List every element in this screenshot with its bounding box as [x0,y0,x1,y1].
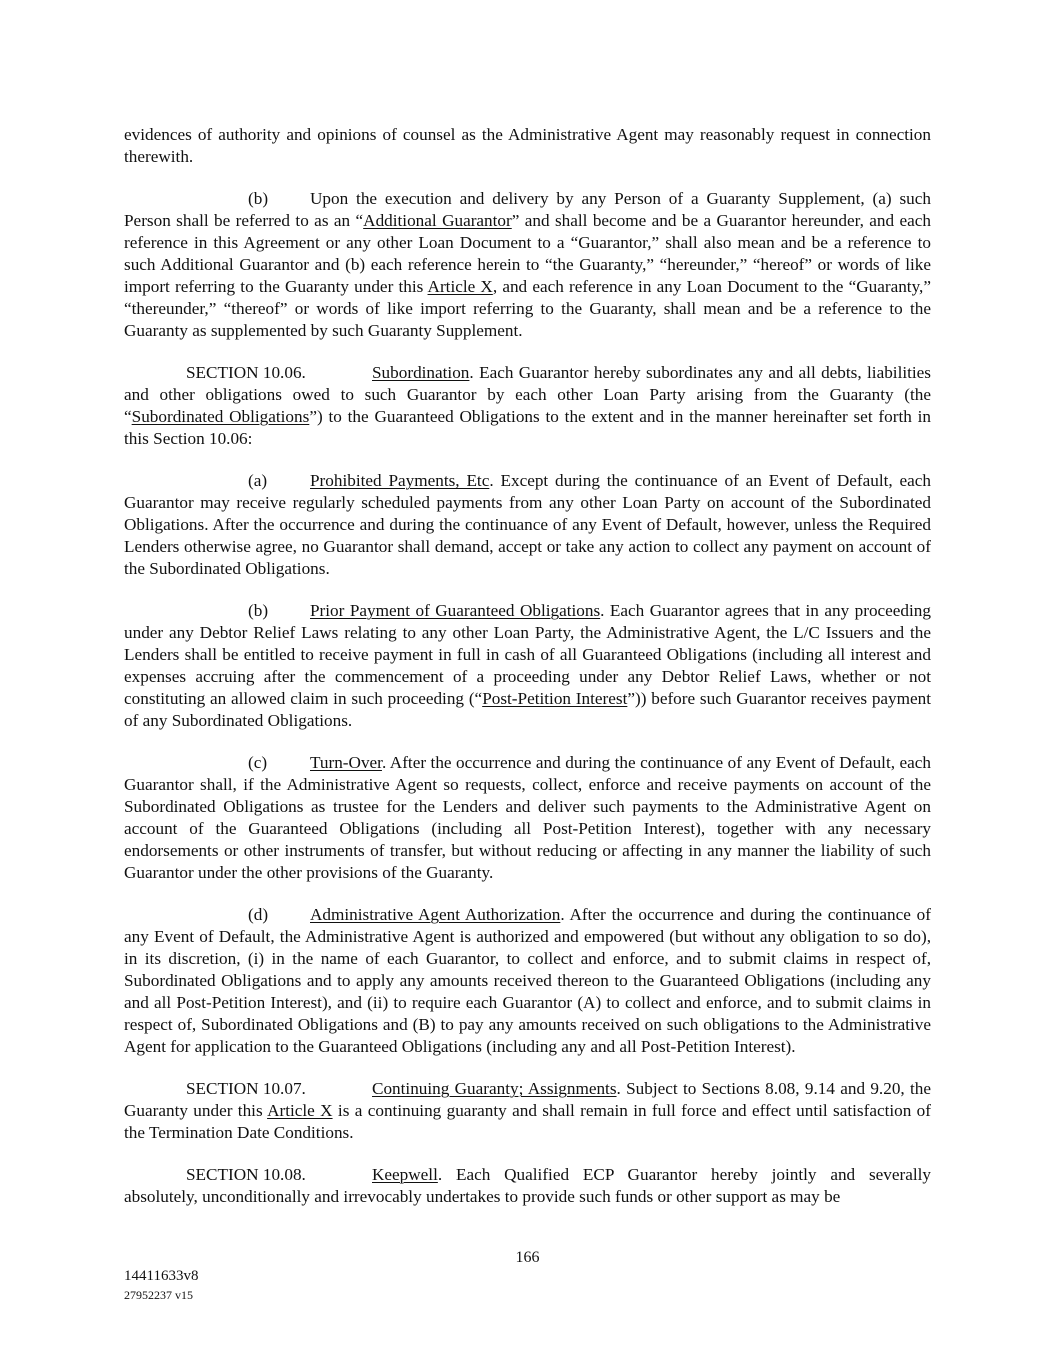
section-10-06-a: (a) Prohibited Payments, Etc. Except during the continuance of an Event of Default, each Guarantor may receive regularly scheduled payments from any other Loan Party on account of the Subordinated Obligations. After the occurrence and during the continuance of any Event of Default, however, unless the Required Lenders otherwise agree, no Guarantor shall demand, accept or take any action to collect any payment on account of the Subordinated Obligations. [124,471,931,578]
paragraph-b-additional-guarantor: (b) Upon the execution and delivery by any Person of a Guaranty Supplement, (a) such Person shall be referred to as an “Additional Guarantor” and shall become and be a Guarantor hereunder, and each reference in this Agreement or any other Loan Document to a “Guarantor,” shall also mean and be a reference to such Additional Guarantor and (b) each reference herein to “the Guaranty,” “hereunder,” “hereof” or words of like import referring to the Guaranty under this Article X, and each reference in any Loan Document to the “Guaranty,” “thereunder,” “thereof” or words of like import referring to the Guaranty, shall mean and be a reference to the Guaranty as supplemented by such Guaranty Supplement. [124,189,931,340]
subsection-title: Turn-Over [310,753,382,773]
subsection-title: Prohibited Payments, Etc [310,471,490,491]
section-number: SECTION 10.06. [186,363,306,383]
section-number: SECTION 10.07. [186,1079,306,1099]
section-title: Keepwell [372,1165,438,1185]
paragraph-continuation: evidences of authority and opinions of counsel as the Administrative Agent may reasonably request in connection therewith. [124,125,931,166]
item-label: (d) [248,905,269,925]
document-id-primary: 14411633v8 [124,1268,199,1284]
page-number: 166 [515,1249,540,1266]
document-page [124,124,931,1229]
item-label: (c) [248,753,268,773]
defined-term-additional-guarantor: Additional Guarantor [363,211,512,231]
item-label: (b) [248,189,269,209]
section-10-07: SECTION 10.07. Continuing Guaranty; Assignments. Subject to Sections 8.08, 9.14 and 9.20, the Guaranty under this Article X is a continuing guaranty and shall remain in full force and effect until satisfaction of the Termination Date Conditions. [124,1079,931,1142]
section-10-06: SECTION 10.06. Subordination. Each Guarantor hereby subordinates any and all debts, liabilities and other obligations owed to such Guarantor by each other Loan Party arising from the Guaranty (the “Subordinated Obligations”) to the Guaranteed Obligations to the extent and in the manner hereinafter set forth in this Section 10.06: [124,363,931,448]
section-10-06-c: (c) Turn-Over. After the occurrence and during the continuance of any Event of Default, each Guarantor shall, if the Administrative Agent so requests, collect, enforce and receive payments on account of the Subordinated Obligations as trustee for the Lenders and deliver such payments to the Administrative Agent on account of the Guaranteed Obligations (including all Post-Petition Interest), together with any necessary endorsements or other instruments of transfer, but without reducing or affecting in any manner the liability of such Guarantor under the other provisions of the Guaranty. [124,753,931,882]
subsection-title: Prior Payment of Guaranteed Obligations [310,601,601,621]
section-10-06-b: (b) Prior Payment of Guaranteed Obligations. Each Guarantor agrees that in any proceeding under any Debtor Relief Laws relating to any other Loan Party, the Administrative Agent, the L/C Issuers and the Lenders shall be entitled to receive payment in full in cash of all Guaranteed Obligations (including all interest and expenses accruing after the commencement of a proceeding under any Debtor Relief Laws, whether or not constituting an allowed claim in such proceeding (“Post-Petition Interest”)) before such Guarantor receives payment of any Subordinated Obligations. [124,601,932,730]
document-id-secondary: 27952237 v15 [124,1288,193,1302]
item-label: (a) [248,471,268,491]
subsection-title: Administrative Agent Authorization [310,905,561,925]
section-10-06-d: (d) Administrative Agent Authorization. After the occurrence and during the continuance of any Event of Default, the Administrative Agent is authorized and empowered (but without any obligation to so do), in its discretion, (i) in the name of each Guarantor, to collect and enforce, and to submit claims in respect of, Subordinated Obligations and to apply any amounts received thereon to the Guaranteed Obligations (including any and all Post-Petition Interest), and (ii) to require each Guarantor (A) to collect and enforce, and to submit claims in respect of, Subordinated Obligations and (B) to pay any amounts received on such obligations to the Administrative Agent for application to the Guaranteed Obligations (including any and all Post-Petition Interest). [124,905,931,1056]
item-label: (b) [248,601,269,621]
defined-term-subordinated-obligations: Subordinated Obligations [131,406,310,426]
section-10-08: SECTION 10.08. Keepwell. Each Qualified ECP Guarantor hereby jointly and severally absolutely, unconditionally and irrevocably undertakes to provide such funds or other support as may be [124,1165,931,1207]
section-title: Subordination [372,363,470,383]
article-x-reference: Article X [427,276,493,296]
section-title: Continuing Guaranty; Assignments [372,1079,617,1099]
defined-term-post-petition-interest: Post-Petition Interest [482,688,628,708]
article-x-reference: Article X [267,1100,333,1120]
section-number: SECTION 10.08. [186,1165,306,1185]
